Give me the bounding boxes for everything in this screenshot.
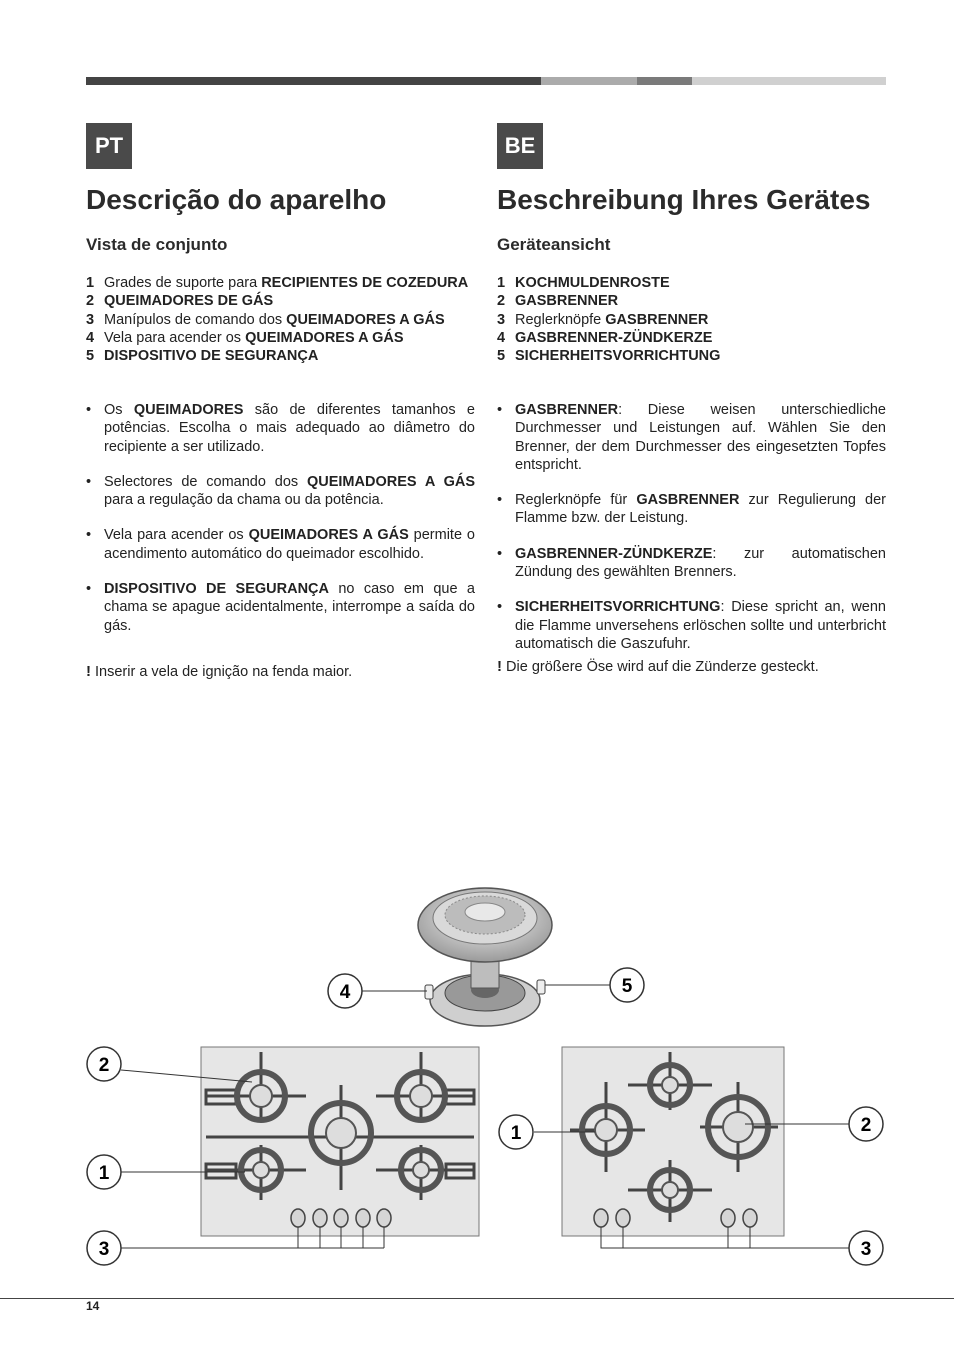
part-text bbox=[515, 274, 670, 292]
callout-left-1 bbox=[87, 1155, 121, 1189]
part-text-bold: QUEIMADORES A GÁS bbox=[245, 329, 404, 346]
part-text bbox=[104, 292, 273, 310]
bullet-item bbox=[497, 598, 886, 653]
svg-text:1: 1 bbox=[510, 1123, 522, 1144]
part-item bbox=[497, 329, 886, 347]
part-item bbox=[497, 311, 886, 329]
bullet-dot: • bbox=[86, 581, 92, 598]
part-item bbox=[497, 347, 886, 365]
bullet-dot: • bbox=[497, 402, 503, 418]
note-text: Die größere Öse wird auf die Zünderze gesteckt. bbox=[502, 659, 819, 675]
footer-rule bbox=[0, 1298, 954, 1299]
bullet-text-plain: : zur automatischen Zündung des gewählten Brenners. bbox=[515, 545, 886, 581]
part-text bbox=[104, 274, 468, 292]
part-number: 2 bbox=[497, 293, 506, 310]
bullet-list-pt bbox=[86, 401, 475, 652]
part-text-bold: GASBRENNER bbox=[605, 311, 709, 328]
svg-text:3: 3 bbox=[98, 1239, 110, 1260]
bullet-text-bold: DISPOSITIVO DE SEGURANÇA bbox=[104, 581, 329, 598]
part-text bbox=[515, 329, 712, 347]
part-number: 4 bbox=[86, 329, 95, 346]
svg-text:1: 1 bbox=[98, 1163, 110, 1184]
part-text bbox=[515, 347, 720, 365]
note-be bbox=[497, 658, 819, 676]
part-text-bold: RECIPIENTES DE COZEDURA bbox=[261, 275, 469, 291]
bullet-dot: • bbox=[497, 599, 503, 616]
bullet-item bbox=[86, 526, 475, 563]
svg-text:3: 3 bbox=[860, 1239, 872, 1260]
burner-detail-illustration bbox=[418, 888, 552, 1026]
bullet-text-bold: GASBRENNER bbox=[636, 492, 740, 509]
bullet-text-plain: : Diese weisen unterschiedliche Durchmesser und Leistungen auf. Wählen Sie den Brenner, der dem Durchmesser des eingesetzten Topfes entspricht. bbox=[515, 402, 886, 473]
part-number: 3 bbox=[86, 311, 95, 328]
callout-right-3 bbox=[849, 1231, 883, 1265]
header-bar-mid bbox=[541, 77, 637, 85]
part-text bbox=[104, 347, 318, 365]
callout-left-3 bbox=[87, 1231, 121, 1265]
part-text-plain: Vela para acender os bbox=[104, 329, 246, 346]
part-item bbox=[497, 292, 886, 310]
part-number: 3 bbox=[497, 311, 506, 328]
bullet-text-plain: permite o acendimento automático do queimador escolhido. bbox=[104, 527, 475, 562]
bullet-item bbox=[497, 401, 886, 474]
part-text bbox=[515, 311, 708, 329]
part-item bbox=[497, 274, 886, 292]
part-text-bold: SICHERHEITSVORRICHTUNG bbox=[515, 348, 721, 365]
callout-right-2 bbox=[849, 1107, 883, 1141]
part-number: 5 bbox=[497, 348, 506, 365]
svg-text:5: 5 bbox=[621, 976, 633, 997]
header-bar bbox=[86, 77, 886, 85]
part-number: 1 bbox=[86, 275, 95, 291]
bullet-text-plain: Reglerknöpfe für bbox=[515, 492, 637, 509]
callout-top-4 bbox=[328, 974, 362, 1008]
bullet-text-plain: no caso em que a chama se apague acidentalmente, interrompe a saída do gás. bbox=[104, 581, 475, 634]
part-text-bold: GASBRENNER-ZÜNDKERZE bbox=[515, 329, 713, 346]
page-number: 14 bbox=[86, 1299, 100, 1313]
header-bar-dark bbox=[86, 77, 541, 85]
callout-top-5 bbox=[610, 968, 644, 1002]
bullet-text-plain: Os bbox=[104, 402, 134, 418]
page-title-pt: Descrição do aparelho bbox=[86, 184, 387, 215]
part-text-plain: Reglerknöpfe bbox=[515, 311, 606, 328]
hob-right-illustration bbox=[562, 1047, 784, 1236]
bullet-dot: • bbox=[86, 402, 92, 418]
bullet-text-bold: GASBRENNER-ZÜNDKERZE bbox=[515, 545, 713, 562]
bullet-item bbox=[497, 545, 886, 582]
page-title-be: Beschreibung Ihres Gerätes bbox=[497, 184, 871, 215]
bullet-text-bold: QUEIMADORES A GÁS bbox=[248, 527, 409, 544]
warning-mark: ! bbox=[497, 658, 502, 675]
language-badge-be: BE bbox=[497, 123, 543, 169]
section-title-be: Geräteansicht bbox=[497, 235, 611, 254]
bullet-item bbox=[86, 473, 475, 510]
bullet-dot: • bbox=[497, 492, 503, 509]
hob-left-illustration bbox=[201, 1047, 479, 1236]
part-text-bold: QUEIMADORES DE GÁS bbox=[104, 293, 274, 310]
part-text-plain: Grades de suporte para bbox=[104, 275, 262, 291]
svg-text:2: 2 bbox=[860, 1115, 872, 1136]
callout-right-1 bbox=[499, 1115, 533, 1149]
bullet-list-be bbox=[497, 401, 886, 670]
bullet-text-plain: zur Regulierung der Flamme bzw. der Leistung. bbox=[515, 492, 886, 527]
bullet-text-bold: QUEIMADORES bbox=[133, 402, 244, 418]
parts-list-pt bbox=[86, 274, 475, 365]
part-number: 2 bbox=[86, 293, 95, 310]
bullet-text-plain: Vela para acender os bbox=[104, 527, 249, 544]
bullet-text-bold: QUEIMADORES A GÁS bbox=[306, 473, 475, 490]
header-bar-accent bbox=[637, 77, 692, 85]
part-text bbox=[104, 311, 445, 329]
part-text-bold: QUEIMADORES A GÁS bbox=[286, 311, 445, 328]
bullet-dot: • bbox=[86, 473, 92, 490]
bullet-text-plain: Selectores de comando dos bbox=[104, 473, 307, 490]
part-number: 4 bbox=[497, 329, 506, 346]
bullet-text-plain: são de diferentes tamanhos e potências. Escolha o mais adequado ao diâmetro do recipiente a ser utilizado. bbox=[104, 402, 475, 455]
part-item bbox=[86, 311, 475, 329]
part-number: 1 bbox=[497, 275, 506, 291]
callout-left-2 bbox=[87, 1047, 121, 1081]
bullet-text-bold: SICHERHEITSVORRICHTUNG bbox=[515, 599, 721, 616]
hob-diagram bbox=[0, 870, 954, 1270]
bullet-text-plain: para a regulação da chama ou da potência. bbox=[104, 492, 384, 509]
part-item bbox=[86, 347, 475, 365]
svg-text:4: 4 bbox=[339, 982, 351, 1003]
note-pt bbox=[86, 663, 352, 681]
part-text-bold: GASBRENNER bbox=[515, 293, 619, 310]
bullet-item bbox=[86, 580, 475, 635]
bullet-text-plain: : Diese spricht an, wenn die Flamme unversehens erlöschen sollte und unterbricht automatisch die Gaszufuhr. bbox=[515, 599, 886, 652]
part-item bbox=[86, 292, 475, 310]
bullet-item bbox=[86, 401, 475, 456]
part-text bbox=[515, 292, 618, 310]
note-text: Inserir a vela de ignição na fenda maior. bbox=[91, 664, 353, 680]
svg-text:2: 2 bbox=[98, 1055, 110, 1076]
bullet-dot: • bbox=[86, 527, 92, 544]
language-badge-pt: PT bbox=[86, 123, 132, 169]
part-text-bold: KOCHMULDENROSTE bbox=[515, 275, 670, 291]
bullet-dot: • bbox=[497, 545, 503, 562]
bullet-text-bold: GASBRENNER bbox=[515, 402, 619, 418]
parts-list-be bbox=[497, 274, 886, 365]
header-bar-light bbox=[692, 77, 886, 85]
bullet-item bbox=[497, 491, 886, 528]
part-item bbox=[86, 274, 475, 292]
part-number: 5 bbox=[86, 348, 95, 365]
part-text bbox=[104, 329, 404, 347]
part-text-plain: Manípulos de comando dos bbox=[104, 311, 287, 328]
section-title-pt: Vista de conjunto bbox=[86, 235, 228, 254]
warning-mark: ! bbox=[86, 663, 91, 680]
part-text-bold: DISPOSITIVO DE SEGURANÇA bbox=[104, 348, 319, 365]
part-item bbox=[86, 329, 475, 347]
